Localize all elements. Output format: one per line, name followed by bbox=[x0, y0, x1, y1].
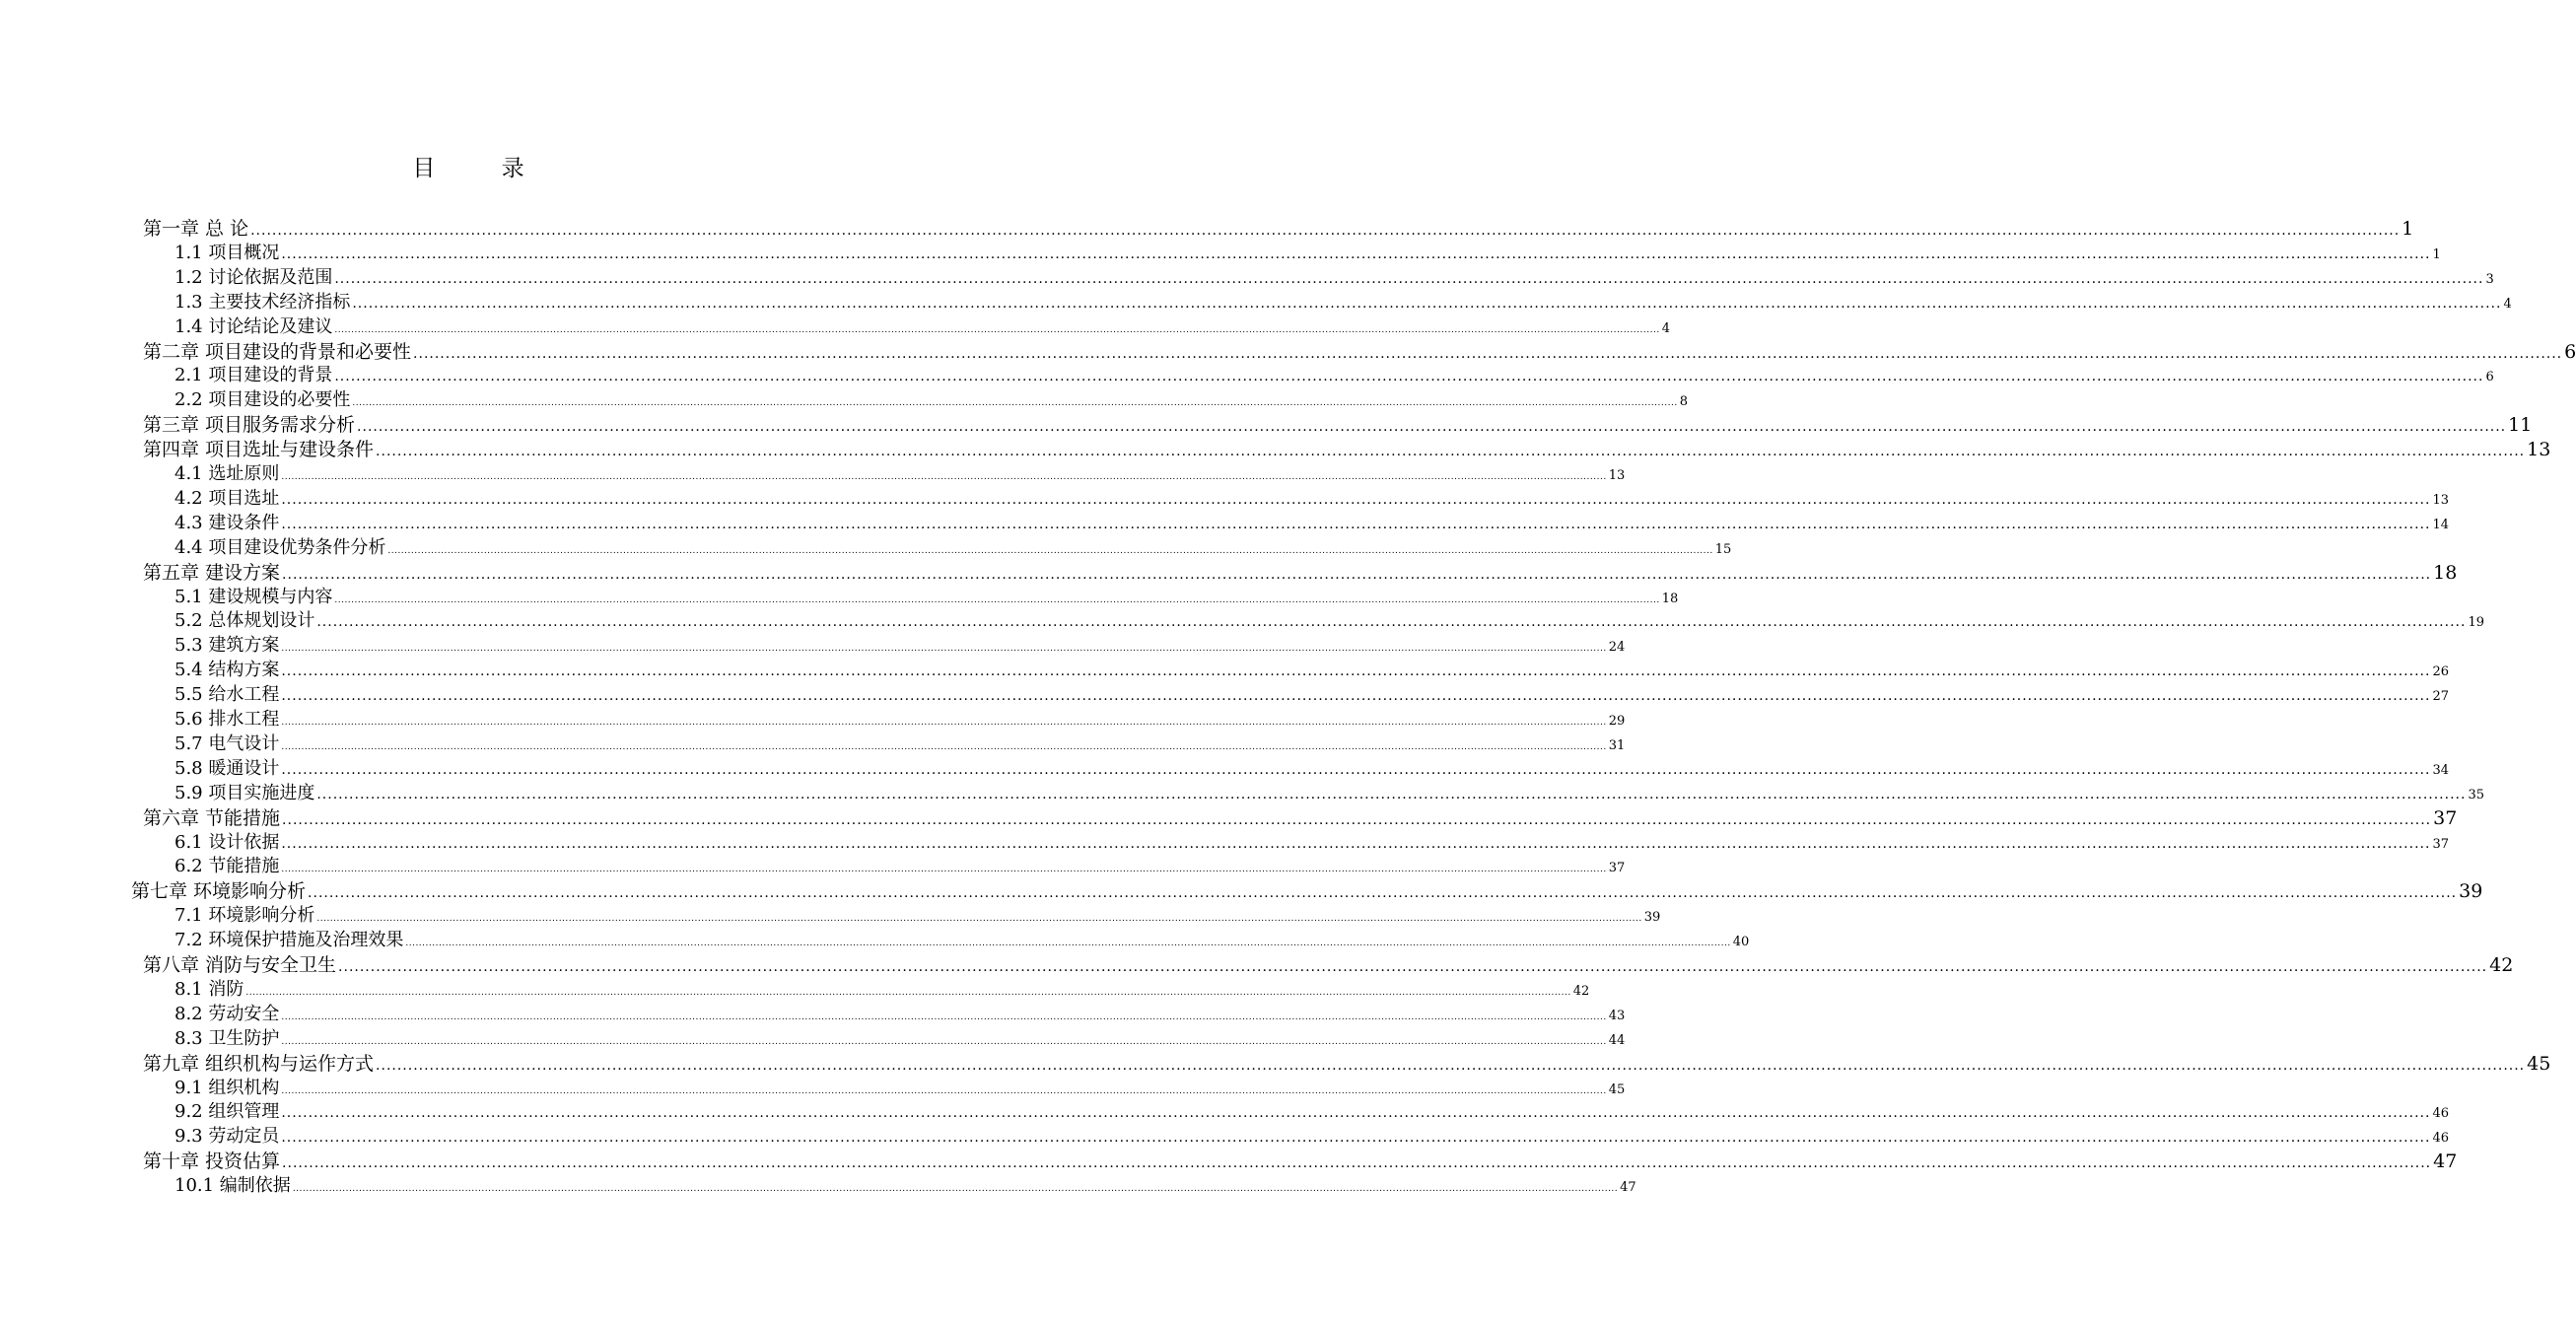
toc-entry-label: 9.1 组织机构 bbox=[174, 1077, 280, 1098]
toc-chapter-entry[interactable] bbox=[143, 413, 2533, 437]
toc-section-entry[interactable] bbox=[174, 487, 2449, 511]
toc-section-entry[interactable] bbox=[174, 904, 1661, 928]
toc-dot-leader: ................................................................................................................................................................................................................................................................................................................................................................................................................ bbox=[387, 545, 1713, 556]
toc-dot-leader: ................................................................................................................................................................................................................................................................................................................................................................................................................ bbox=[281, 741, 1607, 752]
toc-section-entry[interactable] bbox=[174, 659, 2449, 682]
toc-page-number: 43 bbox=[1608, 1008, 1626, 1023]
toc-entry-label: 第十章 投资估算 bbox=[143, 1151, 281, 1173]
toc-dot-leader: ................................................................................................................................................................................................................................................................................................................................................................................................................ bbox=[282, 811, 2432, 828]
toc-dot-leader: ................................................................................................................................................................................................................................................................................................................................................................................................................ bbox=[281, 1011, 1607, 1022]
toc-section-entry[interactable] bbox=[174, 315, 1670, 339]
toc-dot-leader: ................................................................................................................................................................................................................................................................................................................................................................................................................ bbox=[316, 786, 2467, 802]
toc-entry-label: 5.3 建筑方案 bbox=[174, 635, 280, 657]
toc-page-number: 13 bbox=[2432, 492, 2449, 508]
toc-dot-leader: ................................................................................................................................................................................................................................................................................................................................................................................................................ bbox=[281, 663, 2431, 680]
toc-page-number: 19 bbox=[2468, 615, 2484, 631]
toc-dot-leader: ................................................................................................................................................................................................................................................................................................................................................................................................................ bbox=[376, 1057, 2526, 1074]
toc-section-entry[interactable] bbox=[174, 1003, 1626, 1026]
toc-entry-label: 5.8 暖通设计 bbox=[174, 757, 280, 779]
toc-dot-leader: ................................................................................................................................................................................................................................................................................................................................................................................................................ bbox=[334, 270, 2484, 287]
toc-entry-label: 8.2 劳动安全 bbox=[174, 1003, 280, 1024]
toc-dot-leader: ................................................................................................................................................................................................................................................................................................................................................................................................................ bbox=[281, 472, 1607, 482]
toc-page-number: 1 bbox=[2432, 246, 2441, 262]
toc-chapter-entry[interactable] bbox=[143, 561, 2458, 585]
toc-dot-leader: ................................................................................................................................................................................................................................................................................................................................................................................................................ bbox=[376, 444, 2526, 460]
toc-page-number: 27 bbox=[2432, 689, 2449, 705]
toc-entry-label: 4.3 建设条件 bbox=[174, 512, 280, 533]
toc-dot-leader: ................................................................................................................................................................................................................................................................................................................................................................................................................ bbox=[245, 987, 1571, 998]
toc-dot-leader: ................................................................................................................................................................................................................................................................................................................................................................................................................ bbox=[334, 594, 1660, 605]
toc-dot-leader: ................................................................................................................................................................................................................................................................................................................................................................................................................ bbox=[308, 885, 2458, 902]
toc-dot-leader: ................................................................................................................................................................................................................................................................................................................................................................................................................ bbox=[357, 419, 2507, 436]
toc-entry-label: 5.7 电气设计 bbox=[174, 732, 280, 754]
toc-entry-label: 6.2 节能措施 bbox=[174, 856, 280, 877]
toc-entry-label: 1.4 讨论结论及建议 bbox=[174, 315, 333, 337]
toc-entry-label: 7.2 环境保护措施及治理效果 bbox=[174, 930, 404, 951]
toc-page-number: 42 bbox=[1572, 983, 1590, 999]
toc-entry-label: 1.2 讨论依据及范围 bbox=[174, 266, 333, 288]
toc-section-entry[interactable] bbox=[174, 1077, 1626, 1100]
toc-dot-leader: ................................................................................................................................................................................................................................................................................................................................................................................................................ bbox=[405, 939, 1731, 949]
toc-section-entry[interactable] bbox=[174, 831, 2449, 855]
toc-entry-label: 2.1 项目建设的背景 bbox=[174, 365, 333, 386]
toc-dot-leader: ................................................................................................................................................................................................................................................................................................................................................................................................................ bbox=[281, 1130, 2431, 1147]
toc-dot-leader: ................................................................................................................................................................................................................................................................................................................................................................................................................ bbox=[334, 324, 1660, 335]
page-title: 目 录 bbox=[412, 156, 554, 181]
toc-dot-leader: ................................................................................................................................................................................................................................................................................................................................................................................................................ bbox=[282, 566, 2432, 583]
toc-page-number: 39 bbox=[2459, 880, 2483, 903]
toc-entry-label: 4.1 选址原则 bbox=[174, 463, 280, 484]
toc-entry-label: 第七章 环境影响分析 bbox=[131, 880, 307, 903]
toc-entry-label: 第六章 节能措施 bbox=[143, 806, 281, 829]
toc-entry-label: 1.1 项目概况 bbox=[174, 242, 280, 263]
toc-entry-label: 5.9 项目实施进度 bbox=[174, 782, 315, 803]
toc-dot-leader: ................................................................................................................................................................................................................................................................................................................................................................................................................ bbox=[334, 369, 2484, 385]
toc-page-number: 42 bbox=[2489, 954, 2514, 976]
toc-dot-leader: ................................................................................................................................................................................................................................................................................................................................................................................................................ bbox=[352, 295, 2502, 312]
toc-page-number: 44 bbox=[1608, 1032, 1626, 1048]
toc-page-number: 29 bbox=[1608, 714, 1626, 729]
toc-entry-label: 2.2 项目建设的必要性 bbox=[174, 389, 351, 411]
toc-section-entry[interactable] bbox=[174, 1100, 2449, 1124]
toc-entry-label: 第五章 建设方案 bbox=[143, 561, 281, 584]
toc-dot-leader: ................................................................................................................................................................................................................................................................................................................................................................................................................ bbox=[352, 398, 1678, 409]
toc-entry-label: 5.6 排水工程 bbox=[174, 709, 280, 730]
toc-page-number: 11 bbox=[2508, 414, 2533, 437]
toc-entry-label: 9.2 组织管理 bbox=[174, 1101, 280, 1123]
toc-page-number: 37 bbox=[1608, 861, 1626, 876]
toc-page-number: 39 bbox=[1643, 910, 1661, 926]
toc-entry-label: 5.2 总体规划设计 bbox=[174, 610, 315, 632]
toc-entry-label: 5.4 结构方案 bbox=[174, 660, 280, 681]
toc-dot-leader: ................................................................................................................................................................................................................................................................................................................................................................................................................ bbox=[282, 1155, 2432, 1172]
toc-page-number: 46 bbox=[2432, 1106, 2449, 1122]
toc-entry-label: 第四章 项目选址与建设条件 bbox=[143, 439, 375, 461]
toc-page-number: 4 bbox=[2503, 296, 2512, 312]
toc-page-number: 37 bbox=[2433, 806, 2458, 829]
toc-page-number: 47 bbox=[1620, 1180, 1636, 1196]
toc-dot-leader: ................................................................................................................................................................................................................................................................................................................................................................................................................ bbox=[281, 644, 1607, 655]
toc-dot-leader: ................................................................................................................................................................................................................................................................................................................................................................................................................ bbox=[316, 614, 2467, 631]
toc-entry-label: 第八章 消防与安全卫生 bbox=[143, 954, 337, 976]
toc-page-number: 24 bbox=[1608, 640, 1626, 656]
toc-dot-leader: ................................................................................................................................................................................................................................................................................................................................................................................................................ bbox=[338, 959, 2488, 975]
toc-page-number: 13 bbox=[1608, 468, 1626, 483]
toc-section-entry[interactable] bbox=[174, 732, 1626, 756]
toc-dot-leader: ................................................................................................................................................................................................................................................................................................................................................................................................................ bbox=[281, 688, 2431, 705]
toc-entry-label: 6.1 设计依据 bbox=[174, 831, 280, 853]
toc-entry-label: 5.1 建设规模与内容 bbox=[174, 586, 333, 607]
toc-section-entry[interactable] bbox=[174, 586, 1679, 609]
toc-dot-leader: ................................................................................................................................................................................................................................................................................................................................................................................................................ bbox=[281, 835, 2431, 852]
toc-entry-label: 第一章 总 论 bbox=[143, 218, 249, 240]
toc-entry-label: 第二章 项目建设的背景和必要性 bbox=[143, 340, 412, 363]
toc-section-entry[interactable] bbox=[174, 512, 2449, 535]
toc-chapter-entry[interactable] bbox=[143, 1052, 2551, 1076]
toc-chapter-entry[interactable] bbox=[143, 806, 2458, 830]
toc-section-entry[interactable] bbox=[174, 388, 1688, 412]
toc-page-number: 6 bbox=[2564, 340, 2576, 363]
toc-page-number: 31 bbox=[1608, 737, 1626, 753]
toc-dot-leader: ................................................................................................................................................................................................................................................................................................................................................................................................................ bbox=[281, 1105, 2431, 1122]
toc-page-number: 3 bbox=[2485, 271, 2494, 287]
toc-chapter-entry[interactable] bbox=[131, 879, 2483, 903]
toc-chapter-entry[interactable] bbox=[143, 217, 2414, 241]
toc-section-entry[interactable] bbox=[174, 782, 2484, 805]
toc-dot-leader: ................................................................................................................................................................................................................................................................................................................................................................................................................ bbox=[250, 223, 2401, 239]
toc-entry-label: 10.1 编制依据 bbox=[174, 1175, 291, 1197]
toc-page-number: 18 bbox=[2433, 561, 2458, 584]
toc-section-entry[interactable] bbox=[174, 536, 1732, 560]
toc-section-entry[interactable] bbox=[174, 1174, 1636, 1198]
toc-dot-leader: ................................................................................................................................................................................................................................................................................................................................................................................................................ bbox=[281, 245, 2431, 262]
toc-entry-label: 9.3 劳动定员 bbox=[174, 1126, 280, 1148]
toc-page-number: 45 bbox=[1608, 1081, 1626, 1097]
toc-dot-leader: ................................................................................................................................................................................................................................................................................................................................................................................................................ bbox=[281, 761, 2431, 778]
toc-entry-label: 4.4 项目建设优势条件分析 bbox=[174, 536, 386, 558]
toc-dot-leader: ................................................................................................................................................................................................................................................................................................................................................................................................................ bbox=[281, 516, 2431, 532]
toc-dot-leader: ................................................................................................................................................................................................................................................................................................................................................................................................................ bbox=[281, 1036, 1607, 1047]
toc-dot-leader: ................................................................................................................................................................................................................................................................................................................................................................................................................ bbox=[316, 914, 1642, 925]
toc-page-number: 18 bbox=[1661, 591, 1679, 606]
toc-chapter-entry[interactable] bbox=[143, 438, 2551, 461]
toc-page-number: 15 bbox=[1714, 541, 1732, 557]
toc-page-number: 34 bbox=[2432, 762, 2449, 778]
toc-dot-leader: ................................................................................................................................................................................................................................................................................................................................................................................................................ bbox=[281, 865, 1607, 875]
toc-dot-leader: ................................................................................................................................................................................................................................................................................................................................................................................................................ bbox=[281, 491, 2431, 508]
toc-dot-leader: ................................................................................................................................................................................................................................................................................................................................................................................................................ bbox=[413, 345, 2563, 362]
toc-section-entry[interactable] bbox=[174, 978, 1590, 1002]
toc-page-number: 6 bbox=[2485, 370, 2494, 385]
toc-entry-label: 1.3 主要技术经济指标 bbox=[174, 291, 351, 313]
toc-dot-leader: ................................................................................................................................................................................................................................................................................................................................................................................................................ bbox=[292, 1184, 1619, 1195]
toc-section-entry[interactable] bbox=[174, 634, 1626, 658]
toc-section-entry[interactable] bbox=[174, 266, 2494, 290]
toc-section-entry[interactable] bbox=[174, 855, 1626, 878]
toc-dot-leader: ................................................................................................................................................................................................................................................................................................................................................................................................................ bbox=[281, 1085, 1607, 1096]
toc-page-number: 45 bbox=[2527, 1052, 2551, 1075]
toc-page-number: 13 bbox=[2527, 439, 2551, 461]
toc-section-entry[interactable] bbox=[174, 242, 2441, 265]
toc-entry-label: 4.2 项目选址 bbox=[174, 487, 280, 509]
toc-page-number: 26 bbox=[2432, 664, 2449, 680]
toc-chapter-entry[interactable] bbox=[143, 340, 2576, 364]
toc-section-entry[interactable] bbox=[174, 462, 1626, 486]
toc-section-entry[interactable] bbox=[174, 1125, 2449, 1149]
toc-section-entry[interactable] bbox=[174, 291, 2512, 314]
toc-page-number: 35 bbox=[2468, 787, 2484, 802]
toc-page-number: 4 bbox=[1661, 320, 1670, 336]
toc-entry-label: 5.5 给水工程 bbox=[174, 684, 280, 706]
toc-page-number: 1 bbox=[2402, 218, 2414, 240]
toc-entry-label: 8.1 消防 bbox=[174, 978, 244, 1000]
toc-page-number: 47 bbox=[2433, 1151, 2458, 1173]
toc-chapter-entry[interactable] bbox=[143, 1150, 2458, 1173]
toc-page-number: 37 bbox=[2432, 836, 2449, 852]
toc-section-entry[interactable] bbox=[174, 708, 1626, 732]
toc-section-entry[interactable] bbox=[174, 1027, 1626, 1051]
toc-section-entry[interactable] bbox=[174, 364, 2494, 387]
toc-page-number: 8 bbox=[1679, 394, 1688, 410]
toc-page-number: 14 bbox=[2432, 517, 2449, 532]
toc-entry-label: 7.1 环境影响分析 bbox=[174, 905, 315, 927]
toc-entry-label: 第九章 组织机构与运作方式 bbox=[143, 1052, 375, 1075]
toc-section-entry[interactable] bbox=[174, 609, 2484, 633]
toc-section-entry[interactable] bbox=[174, 929, 1750, 952]
toc-entry-label: 第三章 项目服务需求分析 bbox=[143, 414, 356, 437]
toc-entry-label: 8.3 卫生防护 bbox=[174, 1027, 280, 1049]
toc-dot-leader: ................................................................................................................................................................................................................................................................................................................................................................................................................ bbox=[281, 718, 1607, 728]
toc-section-entry[interactable] bbox=[174, 757, 2449, 781]
toc-page-number: 46 bbox=[2432, 1131, 2449, 1147]
toc-page-number: 40 bbox=[1732, 935, 1750, 950]
toc-section-entry[interactable] bbox=[174, 683, 2449, 707]
toc-chapter-entry[interactable] bbox=[143, 953, 2514, 977]
